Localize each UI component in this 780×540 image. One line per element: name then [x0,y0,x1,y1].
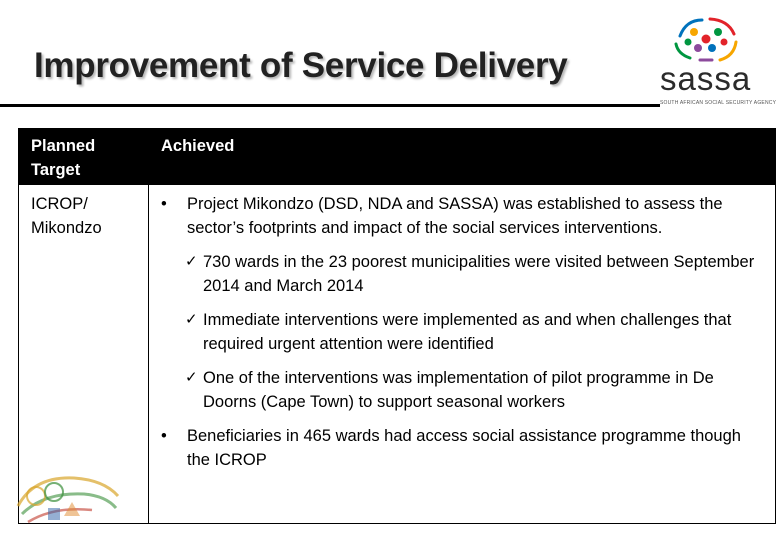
checkmark-icon: ✓ [185,311,198,328]
check-text: One of the interventions was implementation of pilot programme in De Doorns (Cape Town) to support seasonal workers [203,369,714,411]
check-item [185,366,763,414]
checkmark-icon: ✓ [185,369,198,386]
header-planned-target: Planned Target [19,129,149,185]
bullet-mark: • [161,427,167,445]
check-item [185,308,763,356]
bullet-text: Beneficiaries in 465 wards had access social assistance programme though the ICROP [187,427,741,469]
service-delivery-table [18,128,776,524]
header-achieved: Achieved [149,129,776,185]
sassa-logo [650,14,777,106]
target-cell: ICROP/ Mikondzo [19,185,149,524]
logo-wordmark: sassa [660,60,752,97]
people-circle-icon [650,14,772,64]
checklist [185,250,763,414]
table-header-row [19,129,776,185]
table-row [19,185,776,524]
checkmark-icon: ✓ [185,253,198,270]
page-title: Improvement of Service Delivery [34,46,568,85]
bullet-item [161,192,763,240]
logo-tagline: SOUTH AFRICAN SOCIAL SECURITY AGENCY [660,100,777,106]
achieved-cell [149,185,776,524]
title-underline [0,104,660,107]
twenty-years-freedom-emblem [14,466,122,526]
check-text: Immediate interventions were implemented as and when challenges that required urgent attention were identified [203,311,732,353]
bullet-mark: • [161,195,167,213]
bullet-text: Project Mikondzo (DSD, NDA and SASSA) was established to assess the sector’s footprints and impact of the social services interventions. [187,195,723,237]
check-item [185,250,763,298]
bullet-item [161,424,763,472]
check-text: 730 wards in the 23 poorest municipalities were visited between September 2014 and March 2014 [203,253,755,295]
